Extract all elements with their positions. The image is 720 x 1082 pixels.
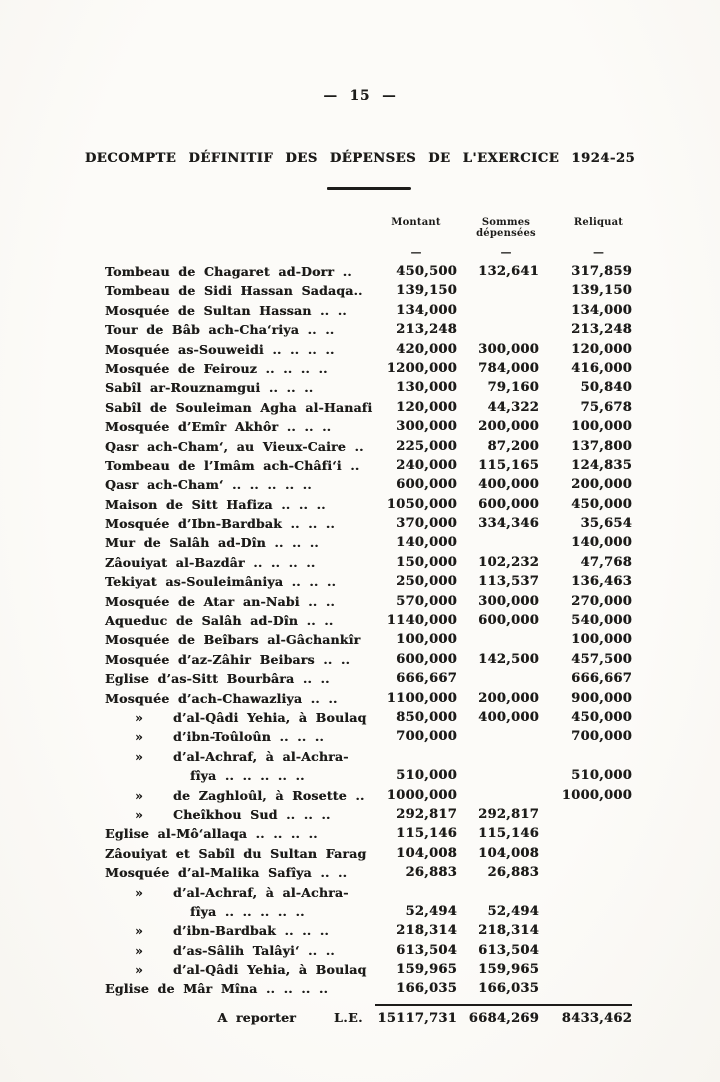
monument-name-cell [105,533,375,552]
reliquat-value: 666,667 [571,671,632,687]
montant-value: 26,883 [405,865,457,881]
monument-name-cell [105,553,375,572]
page-number: — 15 — [323,88,397,104]
sommes-value [457,630,539,649]
monument-name-cell [105,262,375,281]
monument-name: d’as-Sâlih Talâyi‘ .. .. [173,942,335,958]
column-header-montant: Montant [391,217,441,228]
montant-value: 120,000 [396,399,457,415]
table-row [105,456,632,475]
monument-name: de Zaghloûl, à Rosette .. [173,787,365,803]
sommes-value: 784,000 [478,360,539,376]
table-row [105,689,632,708]
monument-name: Mosquée d’Ibn-Bardbak .. .. .. [105,516,335,532]
reliquat-value: 200,000 [571,477,632,493]
table-row [105,262,632,281]
reliquat-value [539,844,632,863]
ditto-marker: » [134,709,143,725]
table-row [105,533,632,552]
sommes-value: 613,504 [478,942,539,958]
monument-name: Tombeau de Chagaret ad-Dorr .. [105,264,352,279]
sommes-value: 132,641 [478,264,539,279]
reliquat-value: 35,654 [580,516,632,532]
reliquat-value: 140,000 [571,535,632,551]
montant-value: 600,000 [396,477,457,493]
monument-name-cell [105,863,375,882]
monument-name-cell [105,844,375,863]
montant-value: 1050,000 [386,496,457,512]
reliquat-value: 139,150 [571,283,632,299]
monument-name: d’ibn-Toûloûn .. .. .. [173,729,324,745]
table-row [105,340,632,359]
reliquat-value: 124,835 [571,457,632,473]
monument-name: Mosquée de Atar an-Nabi .. .. [105,593,335,609]
reliquat-value: 510,000 [571,768,632,784]
monument-name-cell [105,766,375,785]
monument-name: Mosquée d’Emîr Akhôr .. .. .. [105,419,332,435]
table-row [105,301,632,320]
sommes-value [457,747,539,766]
table-header-row [105,218,632,248]
sommes-value: 400,000 [478,477,539,493]
monument-name: Qasr ach-Cham‘, au Vieux-Caire .. [105,438,364,454]
sommes-value: 115,146 [478,826,539,842]
table-row [105,786,632,805]
ditto-marker: » [134,806,143,822]
reliquat-value [539,863,632,882]
ditto-marker: » [134,884,143,900]
header-spacer [105,218,375,248]
monument-name-cell [105,727,375,746]
table-row [105,495,632,514]
monument-name-cell [105,669,375,688]
table-row [105,921,632,940]
table-row [105,941,632,960]
monument-name-cell [105,824,375,843]
reliquat-value: 450,000 [571,496,632,512]
reliquat-value: 700,000 [571,729,632,745]
sommes-value: 600,000 [478,613,539,629]
monument-name: Tour de Bâb ach-Cha‘riya .. .. [105,322,335,338]
monument-name-cell [105,786,375,805]
montant-value: 130,000 [396,380,457,396]
montant-value: 600,000 [396,651,457,667]
monument-name-cell [105,941,375,960]
table-row [105,708,632,727]
reliquat-value: 450,000 [571,709,632,725]
sommes-value: 600,000 [478,496,539,512]
sommes-value: 400,000 [478,709,539,725]
footer-label-cell [105,1004,375,1030]
reliquat-value: 1000,000 [561,787,632,803]
title-rule [327,187,411,190]
table-row [105,979,632,998]
montant-value: 159,965 [396,962,457,978]
montant-value: 292,817 [396,806,457,822]
montant-value [375,747,457,766]
montant-value: 1140,000 [386,613,457,629]
montant-value: 700,000 [396,729,457,745]
sommes-value: 52,494 [487,903,539,919]
sommes-value [457,301,539,320]
monument-name-cell [105,921,375,940]
reliquat-value: 317,859 [571,264,632,279]
monument-name: Mosquée de Feirouz .. .. .. .. [105,360,328,376]
table-row [105,863,632,882]
monument-name: Mosquée d’al-Malika Safîya .. .. [105,865,348,881]
sommes-dash: — [500,246,512,259]
currency-label: L.E. [333,1009,363,1025]
montant-value: 300,000 [396,419,457,435]
monument-name-cell [105,592,375,611]
montant-dash: — [410,246,422,259]
sommes-value [457,669,539,688]
montant-value: 450,500 [396,264,457,279]
sommes-value: 115,165 [478,457,539,473]
sommes-value: 142,500 [478,651,539,667]
monument-name: Tombeau de Sidi Hassan Sadaqa.. [105,283,363,299]
montant-value: 100,000 [396,632,457,648]
monument-name: Eglise de Mâr Mîna .. .. .. .. [105,981,329,997]
reliquat-value [539,979,632,998]
montant-value: 1000,000 [386,787,457,803]
reliquat-dash: — [593,246,604,259]
monument-name-cell [105,902,375,921]
monument-name: Zâouiyat al-Bazdâr .. .. .. .. [105,554,316,570]
column-header-sommes-depensees: Sommes dépensées [476,217,536,239]
monument-name: Mur de Salâh ad-Dîn .. .. .. [105,535,319,551]
reliquat-value [539,960,632,979]
monument-name-cell [105,883,375,902]
reliquat-value [539,747,632,766]
monument-name: d’al-Qâdi Yehia, à Boulaq [173,962,367,978]
table-row [105,611,632,630]
reliquat-value: 136,463 [571,574,632,590]
ditto-marker: » [134,787,143,803]
monument-name-cell [105,398,375,417]
montant-value: 1200,000 [386,360,457,376]
sommes-value: 200,000 [478,419,539,435]
reliquat-value: 47,768 [580,554,632,570]
montant-value: 115,146 [396,826,457,842]
reliquat-value: 213,248 [571,322,632,338]
reliquat-value [539,921,632,940]
monument-name: d’al-Achraf, à al-Achra- [173,748,349,764]
reliquat-value [539,805,632,824]
monument-name: Zâouiyat et Sabîl du Sultan Farag [105,845,367,861]
montant-value: 166,035 [396,981,457,997]
reliquat-value: 270,000 [571,593,632,609]
ditto-marker: » [134,942,143,958]
monument-name-cell [105,495,375,514]
table-row [105,669,632,688]
total-sommes: 6684,269 [457,1004,539,1030]
sommes-value [457,786,539,805]
montant-value: 666,667 [396,671,457,687]
table-row [105,553,632,572]
montant-value: 150,000 [396,554,457,570]
reliquat-value: 120,000 [571,341,632,357]
sommes-value: 79,160 [487,380,539,396]
monument-name-cell [105,708,375,727]
monument-name-cell [105,456,375,475]
reliquat-value [539,883,632,902]
montant-value: 240,000 [396,457,457,473]
monument-name-cell [105,650,375,669]
monument-name: d’al-Achraf, à al-Achra- [173,884,349,900]
monument-name-cell [105,281,375,300]
table-row [105,417,632,436]
montant-value: 510,000 [396,768,457,784]
monument-name-cell [105,514,375,533]
monument-name-cell [105,475,375,494]
ditto-marker: » [134,729,143,745]
expenses-table [105,218,632,1030]
reliquat-value [539,824,632,843]
monument-name: Mosquée d’ach-Chawazliya .. .. [105,690,338,706]
montant-value: 213,248 [396,322,457,338]
montant-value: 218,314 [396,923,457,939]
montant-value: 140,000 [396,535,457,551]
reliquat-value: 137,800 [571,438,632,454]
table-row [105,844,632,863]
table-row [105,960,632,979]
table-row [105,378,632,397]
table-row [105,824,632,843]
monument-name: fîya .. .. .. .. .. [190,903,305,919]
table-row [105,572,632,591]
monument-name-cell [105,301,375,320]
table-row [105,475,632,494]
header-dash-row [105,248,632,262]
monument-name-cell [105,378,375,397]
footer-label: A reporter [217,1009,296,1025]
sommes-value [457,766,539,785]
monument-name: Mosquée de Sultan Hassan .. .. [105,302,347,318]
page-title: DECOMPTE DÉFINITIF DES DÉPENSES DE L'EXERCICE 1924-25 [84,151,636,166]
sommes-value: 102,232 [478,554,539,570]
monument-name-cell [105,320,375,339]
table-row [105,514,632,533]
reliquat-value: 900,000 [571,690,632,706]
monument-name: Eglise al-Mô‘allaqa .. .. .. .. [105,826,318,842]
monument-name: Mosquée de Beîbars al-Gâchankîr [105,632,361,648]
table-row [105,902,632,921]
table-row [105,883,632,902]
sommes-value: 44,322 [487,399,539,415]
sommes-value [457,320,539,339]
sommes-value: 218,314 [478,923,539,939]
sommes-value [457,883,539,902]
reliquat-value: 100,000 [571,632,632,648]
sommes-value: 292,817 [478,806,539,822]
montant-value: 225,000 [396,438,457,454]
table-row [105,747,632,766]
table-row [105,630,632,649]
montant-value: 613,504 [396,942,457,958]
table-row [105,398,632,417]
sommes-value: 104,008 [478,845,539,861]
monument-name: Mosquée as-Souweidi .. .. .. .. [105,341,335,357]
montant-value: 420,000 [396,341,457,357]
monument-name-cell [105,417,375,436]
monument-name: Cheîkhou Sud .. .. .. [173,806,331,822]
monument-name-cell [105,611,375,630]
reliquat-value: 416,000 [571,360,632,376]
sommes-value [457,281,539,300]
table-row [105,437,632,456]
table-row [105,727,632,746]
dash-spacer [105,248,375,262]
sommes-value: 159,965 [478,962,539,978]
sommes-value: 300,000 [478,341,539,357]
monument-name: fîya .. .. .. .. .. [190,768,305,784]
ditto-marker: » [134,748,143,764]
montant-value: 570,000 [396,593,457,609]
monument-name: Tekiyat as-Souleimâniya .. .. .. [105,574,337,590]
ditto-marker: » [134,923,143,939]
monument-name: Aqueduc de Salâh ad-Dîn .. .. [105,613,334,629]
monument-name: d’al-Qâdi Yehia, à Boulaq [173,709,367,725]
monument-name: Maison de Sitt Hafiza .. .. .. [105,496,326,512]
sommes-value: 200,000 [478,690,539,706]
montant-value: 370,000 [396,516,457,532]
reliquat-value: 50,840 [580,380,632,396]
monument-name: Tombeau de l’Imâm ach-Châfi‘i .. [105,457,360,473]
total-montant: 15117,731 [375,1004,457,1030]
montant-value: 250,000 [396,574,457,590]
monument-name: Sabîl ar-Rouznamgui .. .. .. [105,380,314,396]
monument-name: Qasr ach-Cham‘ .. .. .. .. .. [105,477,312,493]
table-body [105,262,632,999]
monument-name-cell [105,960,375,979]
montant-value: 139,150 [396,283,457,299]
monument-name: Mosquée d’az-Zâhir Beibars .. .. [105,651,351,667]
reliquat-value: 134,000 [571,302,632,318]
monument-name-cell [105,340,375,359]
table-row [105,359,632,378]
column-header-reliquat: Reliquat [573,217,624,228]
reliquat-value: 457,500 [571,651,632,667]
monument-name: Sabîl de Souleiman Agha al-Hanafi [105,399,373,415]
monument-name-cell [105,437,375,456]
reliquat-value: 100,000 [571,419,632,435]
monument-name-cell [105,979,375,998]
reliquat-value [539,941,632,960]
montant-value [375,883,457,902]
montant-value: 850,000 [396,709,457,725]
monument-name-cell [105,630,375,649]
monument-name-cell [105,747,375,766]
table-row [105,592,632,611]
table-row [105,320,632,339]
monument-name-cell [105,689,375,708]
sommes-value [457,727,539,746]
monument-name-cell [105,805,375,824]
sommes-value: 334,346 [478,516,539,532]
table-row [105,805,632,824]
sommes-value: 26,883 [487,865,539,881]
sommes-value: 166,035 [478,981,539,997]
sommes-value [457,533,539,552]
table-footer-row [105,1004,632,1030]
montant-value: 1100,000 [386,690,457,706]
montant-value: 134,000 [396,302,457,318]
ditto-marker: » [134,962,143,978]
sommes-value: 87,200 [487,438,539,454]
sommes-value: 300,000 [478,593,539,609]
reliquat-value: 75,678 [580,399,632,415]
monument-name: Eglise d’as-Sitt Bourbâra .. .. [105,671,330,687]
table-row [105,650,632,669]
table-row [105,281,632,300]
montant-value: 104,008 [396,845,457,861]
monument-name-cell [105,359,375,378]
table-row [105,766,632,785]
reliquat-value: 540,000 [571,613,632,629]
monument-name: d’ibn-Bardbak .. .. .. [173,923,329,939]
total-reliquat: 8433,462 [539,1004,632,1030]
reliquat-value [539,902,632,921]
montant-value: 52,494 [405,903,457,919]
sommes-value: 113,537 [478,574,539,590]
monument-name-cell [105,572,375,591]
